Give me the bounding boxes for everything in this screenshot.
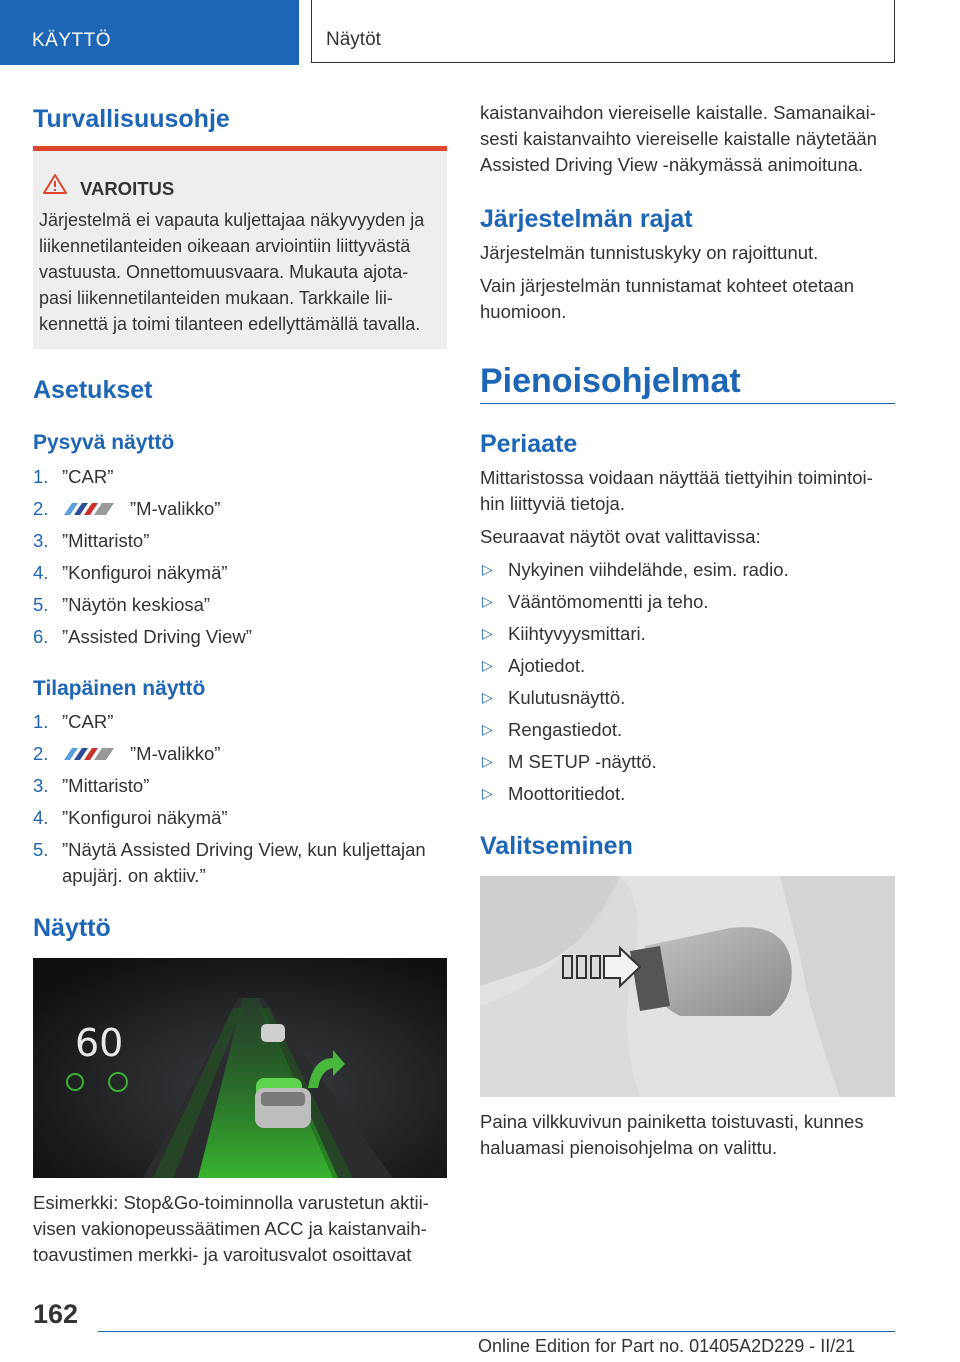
bullet-arrow-icon: ▷ <box>482 785 493 801</box>
list-num: 6. <box>33 626 49 647</box>
bullet-text: Ajotiedot. <box>508 655 586 676</box>
display-caption <box>33 1190 453 1268</box>
continued-text <box>480 100 900 178</box>
warning-line: kennettä ja toimi tilanteen edellyttämällä tavalla. <box>39 314 421 334</box>
bullet-text: Moottoritiedot. <box>508 783 626 804</box>
limits-text-1: Järjestelmän tunnistuskyky on rajoittunut. <box>480 242 819 263</box>
list-text: ”Mittaristo” <box>62 530 150 551</box>
principle-text-2: Seuraavat näytöt ovat valittavissa: <box>480 526 761 547</box>
warning-triangle-icon <box>42 173 68 195</box>
text-line: haluamasi pienoisohjelma on valittu. <box>480 1137 778 1158</box>
limits-title: Järjestelmän rajat <box>480 205 693 233</box>
temporary-title: Tilapäinen näyttö <box>33 677 206 700</box>
list-text: ”CAR” <box>62 466 114 487</box>
list-num: 5. <box>33 839 49 860</box>
list-num: 2. <box>33 498 49 519</box>
text-line: Paina vilkkuvivun painiketta toistuvasti, kunnes <box>480 1111 864 1132</box>
text-line: hin liittyviä tietoja. <box>480 493 625 514</box>
section-tab <box>0 0 299 65</box>
list-text: ”Assisted Driving View” <box>62 626 252 647</box>
bullet-arrow-icon: ▷ <box>482 561 493 577</box>
display-title: Näyttö <box>33 914 111 942</box>
bullet-text: M SETUP -näyttö. <box>508 751 657 772</box>
list-text: ”M-valikko” <box>130 743 221 764</box>
footer-edition: Online Edition for Part no. 01405A2D229 - II/21 <box>478 1336 856 1356</box>
footer-rule <box>98 1331 895 1332</box>
bullet-arrow-icon: ▷ <box>482 721 493 737</box>
list-text: ”Konfiguroi näkymä” <box>62 807 228 828</box>
list-num: 1. <box>33 466 49 487</box>
principle-title: Periaate <box>480 430 578 458</box>
warning-text <box>39 207 443 337</box>
warning-box <box>33 146 447 349</box>
persistent-title: Pysyvä näyttö <box>33 431 175 454</box>
list-text: ”Näytä Assisted Driving View, kun kuljettajan <box>62 839 426 860</box>
principle-text-1 <box>480 465 900 517</box>
list-num: 3. <box>33 530 49 551</box>
text-line: kaistanvaihdon viereiselle kaistalle. Samanaikai- <box>480 102 876 123</box>
caption-line: visen vakionopeussäätimen ACC ja kaistanvaih- <box>33 1218 427 1239</box>
title-rule <box>480 403 895 404</box>
text-line: Vain järjestelmän tunnistamat kohteet otetaan <box>480 275 854 296</box>
warning-line: liikennetilanteiden oikeaan arviointiin liittyvästä <box>39 236 411 256</box>
chapter-header <box>311 0 895 63</box>
select-caption <box>480 1109 900 1161</box>
display-speed: 60 <box>75 1021 124 1065</box>
select-title: Valitseminen <box>480 832 633 860</box>
caption-line: Esimerkki: Stop&Go-toiminnolla varustetun aktii- <box>33 1192 429 1213</box>
chapter-label: Näytöt <box>326 29 381 50</box>
list-text: ”M-valikko” <box>130 498 221 519</box>
m-logo-icon <box>62 503 116 515</box>
limits-text-2 <box>480 273 900 325</box>
bullet-text: Vääntömomentti ja teho. <box>508 591 709 612</box>
list-num: 5. <box>33 594 49 615</box>
settings-title: Asetukset <box>33 376 153 404</box>
caption-line: toavustimen merkki- ja varoitusvalot osoittavat <box>33 1244 412 1265</box>
list-num: 1. <box>33 711 49 732</box>
bullet-text: Kiihtyvyysmittari. <box>508 623 646 644</box>
bullet-arrow-icon: ▷ <box>482 625 493 641</box>
warning-title: VAROITUS <box>80 178 175 199</box>
safety-title: Turvallisuusohje <box>33 105 230 133</box>
warning-line: pasi liikennetilanteiden mukaan. Tarkkaile lii- <box>39 288 393 308</box>
list-text: ”CAR” <box>62 711 114 732</box>
text-line: Assisted Driving View -näkymässä animoituna. <box>480 154 864 175</box>
widgets-title: Pienoisohjelmat <box>480 362 741 400</box>
page-number: 162 <box>33 1299 79 1329</box>
list-num: 2. <box>33 743 49 764</box>
list-num: 4. <box>33 562 49 583</box>
section-label: KÄYTTÖ <box>32 30 112 51</box>
bullet-arrow-icon: ▷ <box>482 593 493 609</box>
list-text: apujärj. on aktiiv.” <box>62 865 206 886</box>
list-text: ”Mittaristo” <box>62 775 150 796</box>
text-line: huomioon. <box>480 301 567 322</box>
bullet-text: Rengastiedot. <box>508 719 623 740</box>
warning-line: Järjestelmä ei vapauta kuljettajaa näkyvyyden ja <box>39 210 425 230</box>
list-text: ”Konfiguroi näkymä” <box>62 562 228 583</box>
m-logo-icon <box>62 748 116 760</box>
bullet-text: Nykyinen viihdelähde, esim. radio. <box>508 559 789 580</box>
list-num: 4. <box>33 807 49 828</box>
bullet-arrow-icon: ▷ <box>482 657 493 673</box>
list-text: ”Näytön keskiosa” <box>62 594 211 615</box>
warning-line: vastuusta. Onnettomuusvaara. Mukauta ajota- <box>39 262 409 282</box>
list-num: 3. <box>33 775 49 796</box>
bullet-arrow-icon: ▷ <box>482 689 493 705</box>
bullet-arrow-icon: ▷ <box>482 753 493 769</box>
bullet-text: Kulutusnäyttö. <box>508 687 626 708</box>
assisted-driving-view-image <box>33 958 447 1178</box>
text-line: Mittaristossa voidaan näyttää tiettyihin toimintoi- <box>480 467 873 488</box>
turn-signal-lever-image <box>480 876 895 1097</box>
text-line: sesti kaistanvaihto viereiselle kaistalle näytetään <box>480 128 877 149</box>
